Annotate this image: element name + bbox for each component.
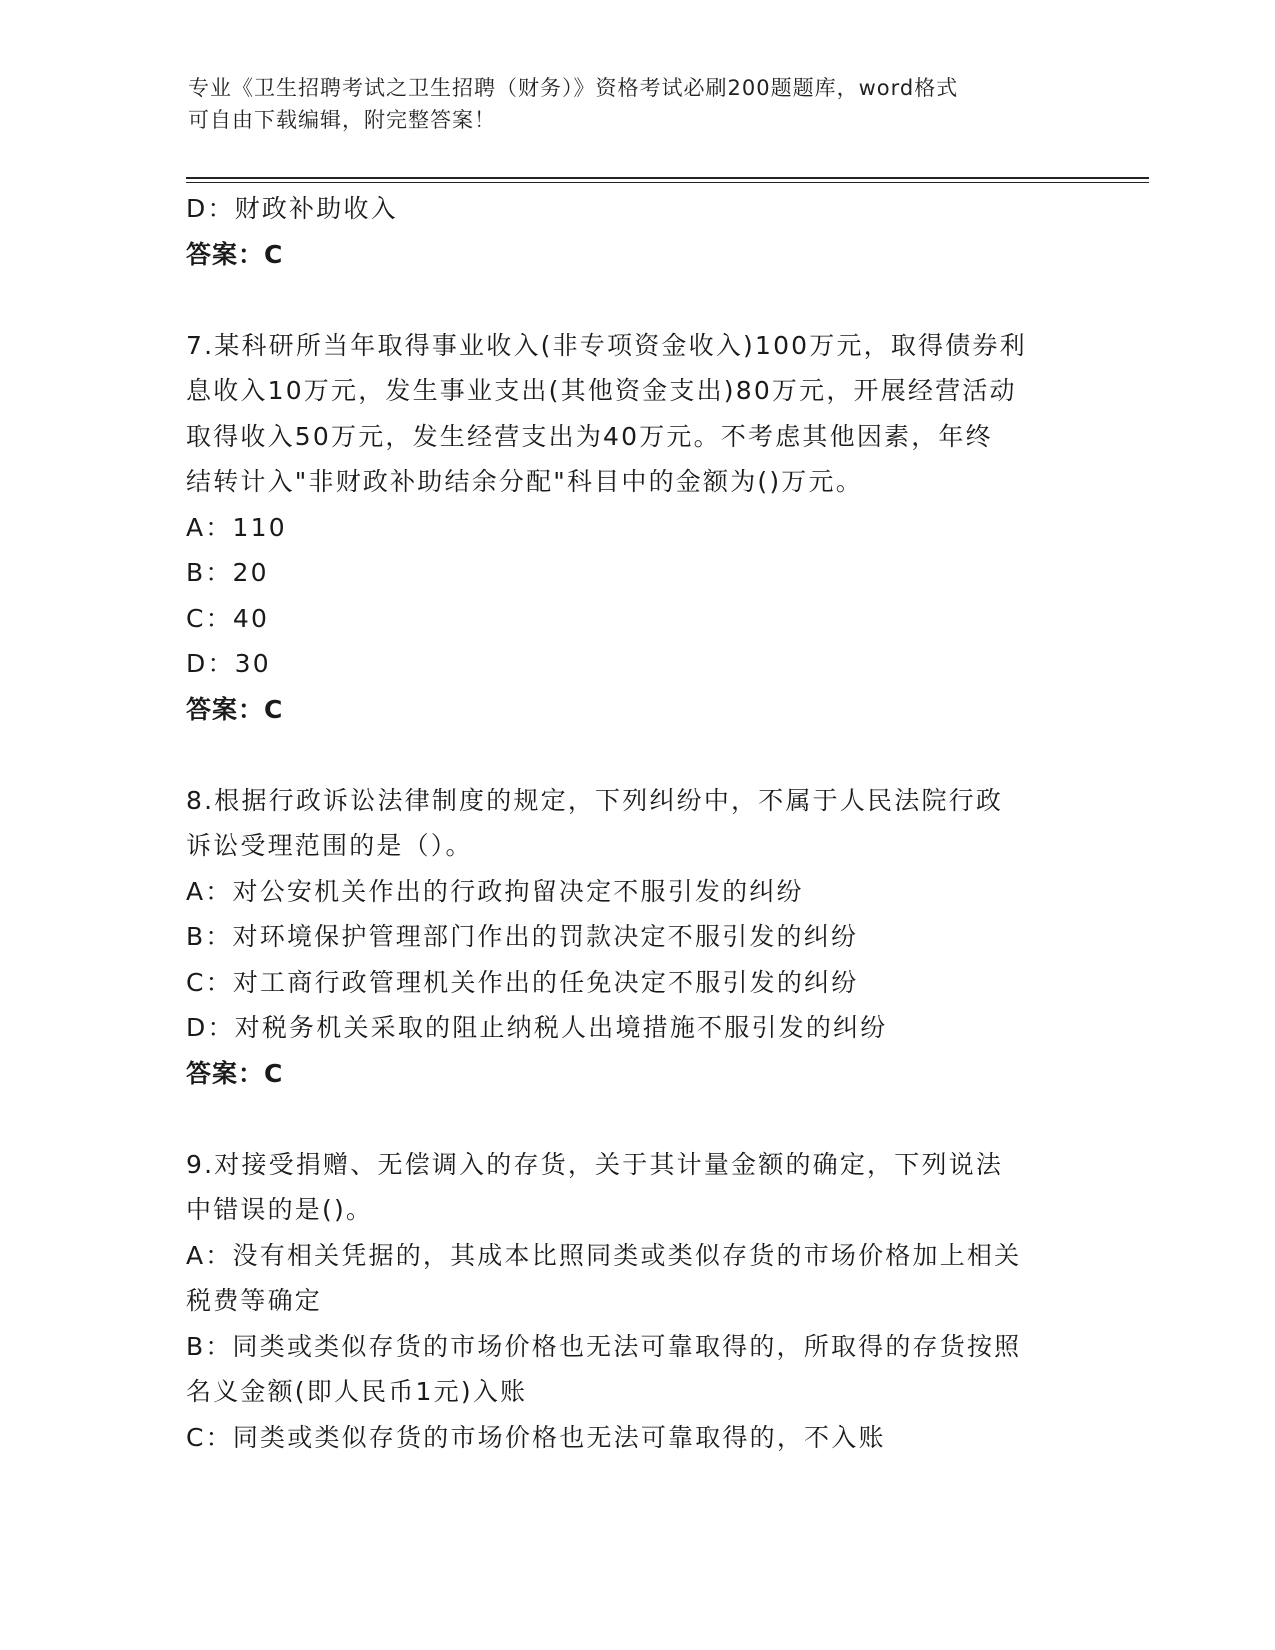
- q7-option-d: D：30: [186, 649, 271, 678]
- q9-option-b: B：同类或类似存货的市场价格也无法可靠取得的，所取得的存货按照: [186, 1331, 1022, 1361]
- document-header: [188, 72, 1068, 136]
- prev-option-d: D：财政补助收入: [186, 194, 398, 223]
- q8-option-d: D：对税务机关采取的阻止纳税人出境措施不服引发的纠纷: [186, 1013, 888, 1042]
- spacer: [186, 732, 1086, 778]
- q8-answer: 答案：C: [186, 1058, 284, 1088]
- q9-option-b-cont: 名义金额(即人民币1元)入账: [186, 1377, 528, 1406]
- q9-option-a: A：没有相关凭据的，其成本比照同类或类似存货的市场价格加上相关: [186, 1240, 1022, 1270]
- spacer: [186, 1096, 1086, 1142]
- q8-text-line: 8.根据行政诉讼法律制度的规定，下列纠纷中，不属于人民法院行政: [186, 785, 1004, 815]
- prev-answer: 答案：C: [186, 239, 284, 269]
- question-content: [186, 186, 1086, 1460]
- q9-option-c: C：同类或类似存货的市场价格也无法可靠取得的，不入账: [186, 1422, 886, 1452]
- q8-text-line: 诉讼受理范围的是（）。: [186, 831, 473, 860]
- q7-text-line: 取得收入50万元，发生经营支出为40万元。不考虑其他因素，年终: [186, 421, 993, 451]
- header-line-2: 可自由下载编辑，附完整答案！: [188, 108, 496, 132]
- q7-text-line: 7.某科研所当年取得事业收入(非专项资金收入)100万元，取得债券利: [186, 330, 1027, 360]
- q9-text-line: 中错误的是()。: [186, 1195, 374, 1224]
- q7-option-a: A：110: [186, 512, 287, 542]
- q7-text-line: 结转计入"非财政补助结余分配"科目中的金额为()万元。: [186, 467, 863, 496]
- q8-option-b: B：对环境保护管理部门作出的罚款决定不服引发的纠纷: [186, 922, 859, 951]
- q7-option-c: C：40: [186, 603, 270, 633]
- question-8: [186, 778, 1086, 1097]
- header-line-1: 专业《卫生招聘考试之卫生招聘（财务）》资格考试必刷200题题库，word格式: [188, 76, 959, 100]
- q7-answer: 答案：C: [186, 694, 284, 724]
- q8-option-c: C：对工商行政管理机关作出的任免决定不服引发的纠纷: [186, 967, 859, 997]
- q7-text-line: 息收入10万元，发生事业支出(其他资金支出)80万元，开展经营活动: [186, 376, 1017, 405]
- question-9: [186, 1142, 1086, 1461]
- q9-option-a-cont: 税费等确定: [186, 1286, 323, 1315]
- spacer: [186, 277, 1086, 323]
- header-rule-thick: [186, 177, 1149, 179]
- header-rule-thin: [186, 182, 1149, 183]
- question-7: [186, 323, 1086, 733]
- q7-option-b: B：20: [186, 558, 269, 587]
- q9-text-line: 9.对接受捐赠、无偿调入的存货，关于其计量金额的确定，下列说法: [186, 1149, 1004, 1179]
- q8-option-a: A：对公安机关作出的行政拘留决定不服引发的纠纷: [186, 876, 804, 906]
